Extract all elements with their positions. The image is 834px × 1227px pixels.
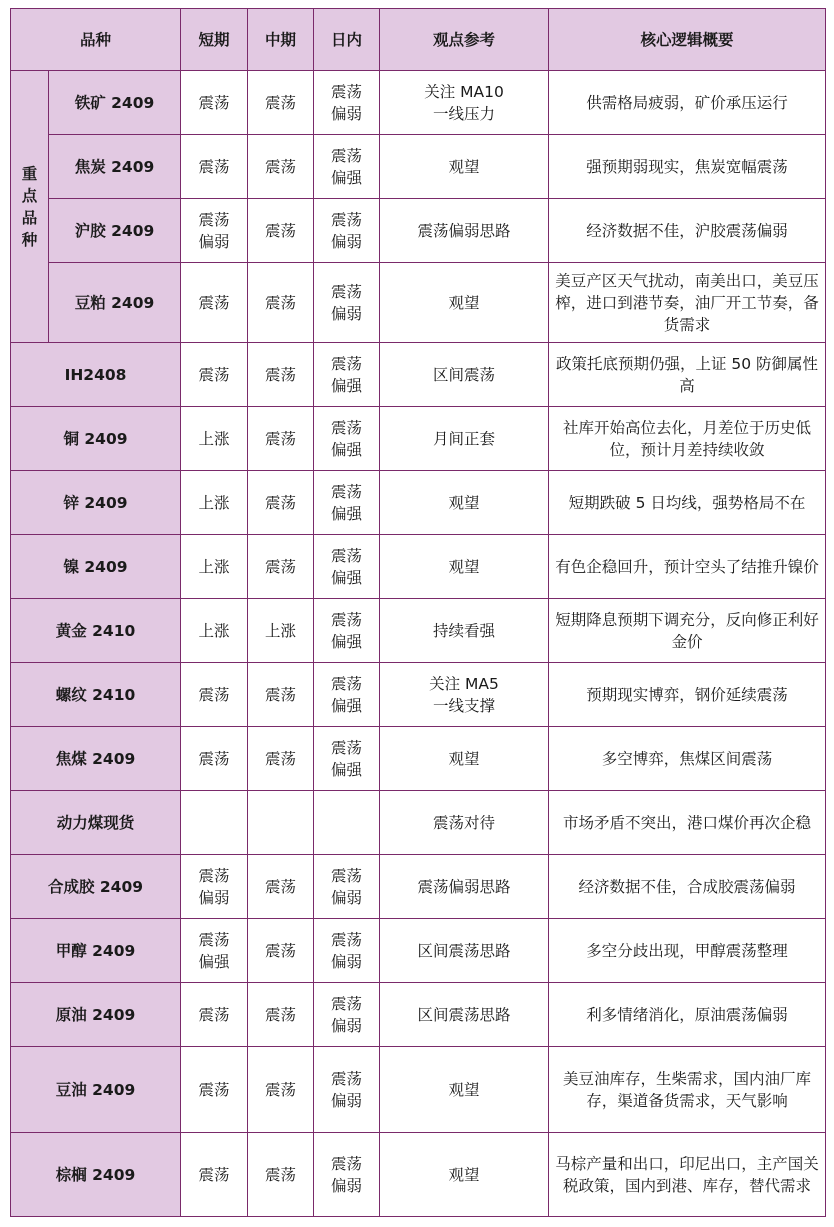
logic-cell: 短期降息预期下调充分，反向修正利好金价 [549, 599, 826, 663]
logic-cell: 马棕产量和出口，印尼出口，主产国关税政策，国内到港、库存，替代需求 [549, 1133, 826, 1217]
view-cell: 区间震荡思路 [380, 983, 549, 1047]
logic-cell: 社库开始高位去化，月差位于历史低位，预计月差持续收敛 [549, 407, 826, 471]
view-cell: 震荡对待 [380, 791, 549, 855]
intraday-cell: 震荡 偏弱 [314, 855, 380, 919]
mid-term-cell [248, 791, 314, 855]
mid-term-cell: 震荡 [248, 1133, 314, 1217]
mid-term-cell: 震荡 [248, 535, 314, 599]
short-term-cell: 上涨 [181, 535, 248, 599]
variety-cell: 豆油 2409 [11, 1047, 181, 1133]
variety-cell: 焦煤 2409 [11, 727, 181, 791]
logic-cell: 多空博弈，焦煤区间震荡 [549, 727, 826, 791]
mid-term-cell: 上涨 [248, 599, 314, 663]
logic-cell: 利多情绪消化，原油震荡偏弱 [549, 983, 826, 1047]
short-term-cell: 震荡 [181, 71, 248, 135]
intraday-cell: 震荡 偏弱 [314, 263, 380, 343]
table-row [11, 983, 826, 1047]
intraday-cell: 震荡 偏强 [314, 135, 380, 199]
logic-cell: 美豆产区天气扰动，南美出口，美豆压榨，进口到港节奏，油厂开工节奏，备货需求 [549, 263, 826, 343]
short-term-cell: 震荡 [181, 263, 248, 343]
intraday-cell: 震荡 偏弱 [314, 919, 380, 983]
short-term-cell: 上涨 [181, 599, 248, 663]
intraday-cell: 震荡 偏弱 [314, 1047, 380, 1133]
intraday-cell [314, 791, 380, 855]
header-intraday: 日内 [314, 9, 380, 71]
variety-cell: 动力煤现货 [11, 791, 181, 855]
mid-term-cell: 震荡 [248, 407, 314, 471]
key-group-label [11, 71, 49, 343]
table-row [11, 599, 826, 663]
mid-term-cell: 震荡 [248, 263, 314, 343]
key-group-char: 点 [21, 186, 38, 205]
logic-cell: 预期现实博弈，钢价延续震荡 [549, 663, 826, 727]
mid-term-cell: 震荡 [248, 663, 314, 727]
logic-cell: 经济数据不佳，沪胶震荡偏弱 [549, 199, 826, 263]
view-cell: 月间正套 [380, 407, 549, 471]
intraday-cell: 震荡 偏弱 [314, 71, 380, 135]
header-short-term: 短期 [181, 9, 248, 71]
mid-term-cell: 震荡 [248, 983, 314, 1047]
header-variety: 品种 [11, 9, 181, 71]
variety-cell: 豆粕 2409 [49, 263, 181, 343]
mid-term-cell: 震荡 [248, 1047, 314, 1133]
view-cell: 观望 [380, 1047, 549, 1133]
table-row [11, 263, 826, 343]
mid-term-cell: 震荡 [248, 71, 314, 135]
view-cell: 观望 [380, 535, 549, 599]
mid-term-cell: 震荡 [248, 471, 314, 535]
mid-term-cell: 震荡 [248, 727, 314, 791]
table-row [11, 919, 826, 983]
variety-cell: IH2408 [11, 343, 181, 407]
intraday-cell: 震荡 偏强 [314, 343, 380, 407]
futures-outlook-table [10, 8, 826, 1217]
key-group-char: 品 [21, 208, 38, 227]
header-logic: 核心逻辑概要 [549, 9, 826, 71]
short-term-cell: 震荡 [181, 1047, 248, 1133]
variety-cell: 镍 2409 [11, 535, 181, 599]
logic-cell: 有色企稳回升，预计空头了结推升镍价 [549, 535, 826, 599]
logic-cell: 政策托底预期仍强，上证 50 防御属性高 [549, 343, 826, 407]
header-row [11, 9, 826, 71]
logic-cell: 供需格局疲弱，矿价承压运行 [549, 71, 826, 135]
variety-cell: 焦炭 2409 [49, 135, 181, 199]
intraday-cell: 震荡 偏强 [314, 663, 380, 727]
view-cell: 观望 [380, 1133, 549, 1217]
short-term-cell: 震荡 偏强 [181, 919, 248, 983]
table-row [11, 535, 826, 599]
logic-cell: 短期跌破 5 日均线，强势格局不在 [549, 471, 826, 535]
logic-cell: 强预期弱现实，焦炭宽幅震荡 [549, 135, 826, 199]
variety-cell: 沪胶 2409 [49, 199, 181, 263]
variety-cell: 铜 2409 [11, 407, 181, 471]
short-term-cell: 上涨 [181, 407, 248, 471]
variety-cell: 黄金 2410 [11, 599, 181, 663]
variety-cell: 螺纹 2410 [11, 663, 181, 727]
view-cell: 观望 [380, 135, 549, 199]
short-term-cell: 震荡 偏弱 [181, 199, 248, 263]
view-cell: 区间震荡思路 [380, 919, 549, 983]
view-cell: 持续看强 [380, 599, 549, 663]
intraday-cell: 震荡 偏弱 [314, 1133, 380, 1217]
short-term-cell: 震荡 [181, 727, 248, 791]
logic-cell: 美豆油库存，生柴需求，国内油厂库存，渠道备货需求，天气影响 [549, 1047, 826, 1133]
view-cell: 关注 MA5 一线支撑 [380, 663, 549, 727]
header-mid-term: 中期 [248, 9, 314, 71]
table-row [11, 343, 826, 407]
short-term-cell: 上涨 [181, 471, 248, 535]
table-row [11, 199, 826, 263]
header-view: 观点参考 [380, 9, 549, 71]
short-term-cell: 震荡 [181, 1133, 248, 1217]
key-group-char: 种 [21, 230, 38, 249]
table-row [11, 663, 826, 727]
short-term-cell [181, 791, 248, 855]
mid-term-cell: 震荡 [248, 135, 314, 199]
table-row [11, 727, 826, 791]
short-term-cell: 震荡 偏弱 [181, 855, 248, 919]
intraday-cell: 震荡 偏强 [314, 599, 380, 663]
intraday-cell: 震荡 偏强 [314, 535, 380, 599]
table-row [11, 135, 826, 199]
mid-term-cell: 震荡 [248, 855, 314, 919]
variety-cell: 原油 2409 [11, 983, 181, 1047]
logic-cell: 经济数据不佳，合成胶震荡偏弱 [549, 855, 826, 919]
table-row [11, 791, 826, 855]
view-cell: 震荡偏弱思路 [380, 199, 549, 263]
mid-term-cell: 震荡 [248, 343, 314, 407]
intraday-cell: 震荡 偏弱 [314, 199, 380, 263]
intraday-cell: 震荡 偏弱 [314, 983, 380, 1047]
view-cell: 观望 [380, 727, 549, 791]
table-row [11, 407, 826, 471]
logic-cell: 多空分歧出现，甲醇震荡整理 [549, 919, 826, 983]
variety-cell: 甲醇 2409 [11, 919, 181, 983]
table-body [11, 71, 826, 1217]
short-term-cell: 震荡 [181, 983, 248, 1047]
variety-cell: 铁矿 2409 [49, 71, 181, 135]
mid-term-cell: 震荡 [248, 919, 314, 983]
table-row [11, 71, 826, 135]
intraday-cell: 震荡 偏强 [314, 727, 380, 791]
view-cell: 观望 [380, 263, 549, 343]
intraday-cell: 震荡 偏强 [314, 407, 380, 471]
short-term-cell: 震荡 [181, 663, 248, 727]
table-row [11, 1133, 826, 1217]
view-cell: 关注 MA10 一线压力 [380, 71, 549, 135]
short-term-cell: 震荡 [181, 343, 248, 407]
view-cell: 区间震荡 [380, 343, 549, 407]
view-cell: 观望 [380, 471, 549, 535]
short-term-cell: 震荡 [181, 135, 248, 199]
variety-cell: 锌 2409 [11, 471, 181, 535]
view-cell: 震荡偏弱思路 [380, 855, 549, 919]
key-group-char: 重 [21, 164, 38, 183]
table-row [11, 855, 826, 919]
table-row [11, 471, 826, 535]
table-row [11, 1047, 826, 1133]
variety-cell: 合成胶 2409 [11, 855, 181, 919]
intraday-cell: 震荡 偏强 [314, 471, 380, 535]
logic-cell: 市场矛盾不突出，港口煤价再次企稳 [549, 791, 826, 855]
variety-cell: 棕榈 2409 [11, 1133, 181, 1217]
mid-term-cell: 震荡 [248, 199, 314, 263]
